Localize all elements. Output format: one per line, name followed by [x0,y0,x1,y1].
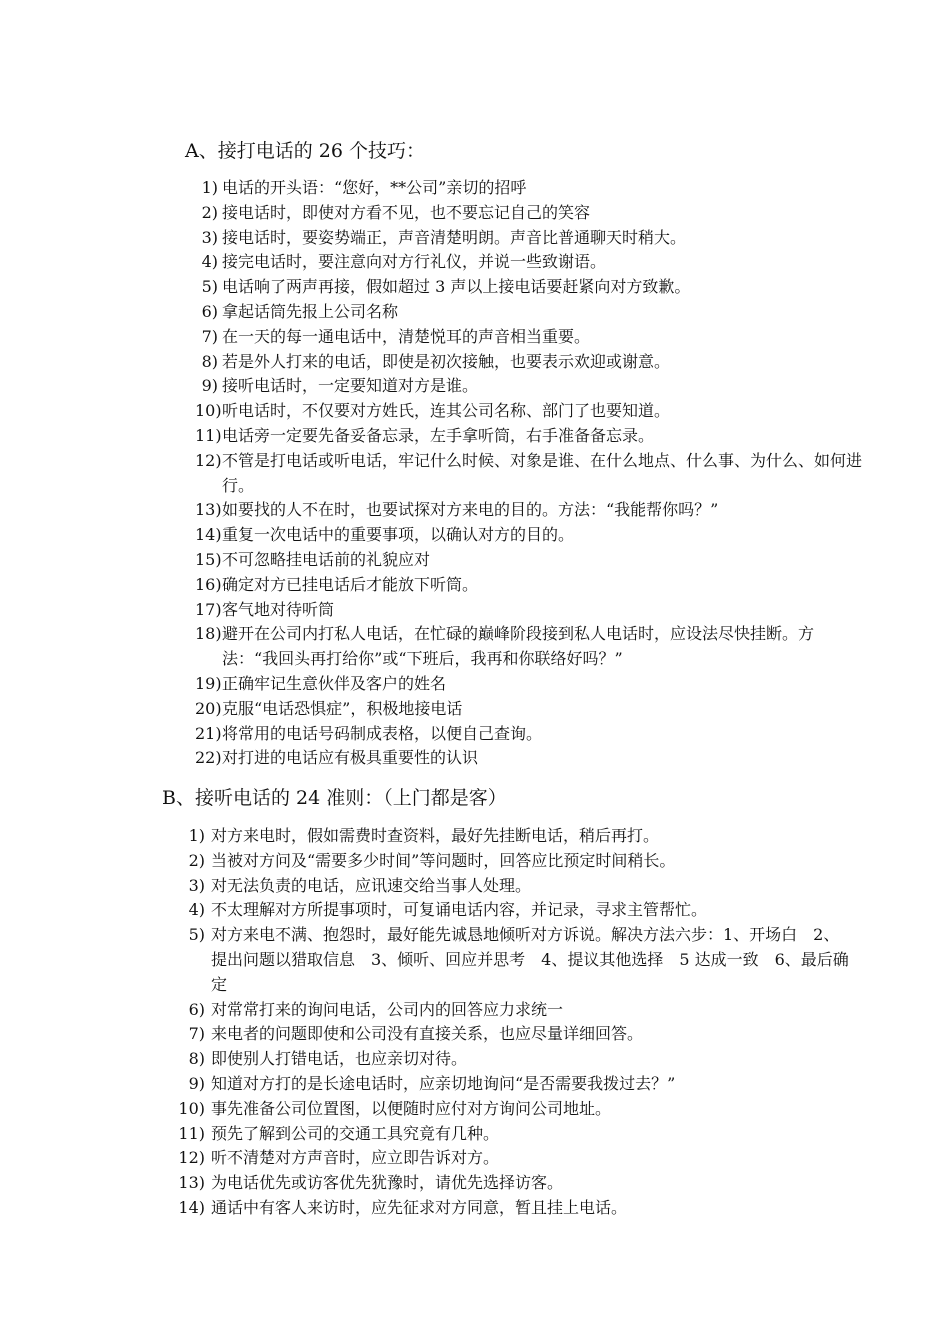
list-item-text: 电话响了两声再接，假如超过 3 声以上接电话要赶紧向对方致歉。 [222,277,691,297]
list-item-text: 不管是打电话或听电话，牢记什么时候、对象是谁、在什么地点、什么事、为什么、如何进行。 [222,450,863,495]
list-item-number: 3) [188,875,205,895]
list-item [175,1196,855,1221]
list-item-text: 接电话时，要姿势端正，声音清楚明朗。声音比普通聊天时稍大。 [222,227,687,247]
list-item [195,275,865,300]
list-item-number: 21) [195,723,222,743]
list-item-number: 10) [195,401,222,421]
section-a-list [195,176,865,771]
list-item [195,523,865,548]
list-item [195,424,865,449]
list-item-text: 对打进的电话应有极具重要性的认识 [222,748,479,768]
list-item-number: 10) [178,1098,205,1118]
list-item-number: 11) [178,1123,205,1143]
list-item-text: 在一天的每一通电话中，清楚悦耳的声音相当重要。 [222,326,591,346]
list-item-text: 对方来电不满、抱怨时，最好能先诚恳地倾听对方诉说。解决方法六步：1、开场白 2、提出问题以猎取信息 3、倾听、回应并思考 4、提议其他选择 5 达成一致 6、最后确定 [211,925,849,994]
list-item-text: 为电话优先或访客优先犹豫时，请优先选择访客。 [211,1173,564,1193]
list-item [195,226,865,251]
list-item [195,598,865,623]
list-item-number: 2) [188,850,205,870]
list-item-text: 听电话时，不仅要对方姓氏，连其公司名称、部门了也要知道。 [222,401,671,421]
list-item [195,672,865,697]
list-item [175,1122,855,1147]
list-item-text: 若是外人打来的电话，即使是初次接触，也要表示欢迎或谢意。 [222,351,671,371]
list-item-text: 知道对方打的是长途电话时，应亲切地询问“是否需要我拨过去？” [211,1073,676,1093]
list-item-number: 13) [178,1173,205,1193]
list-item-text: 来电者的问题即使和公司没有直接关系，也应尽量详细回答。 [211,1024,644,1044]
list-item [195,449,865,499]
list-item-text: 听不清楚对方声音时，应立即告诉对方。 [211,1148,500,1168]
list-item-number: 14) [195,525,222,545]
list-item-text: 对无法负责的电话，应讯速交给当事人处理。 [211,875,532,895]
list-item-text: 将常用的电话号码制成表格，以便自己查询。 [222,723,543,743]
list-item-number: 12) [195,450,222,470]
list-item-number: 15) [195,549,222,569]
list-item-number: 12) [178,1148,205,1168]
section-b-title: B、接听电话的 24 准则：（上门都是客） [162,787,507,809]
list-item-number: 5) [201,277,218,297]
list-item-text: 克服“电话恐惧症”，积极地接电话 [222,698,463,718]
list-item-text: 通话中有客人来访时，应先征求对方同意，暂且挂上电话。 [211,1197,628,1217]
list-item-text: 电话旁一定要先备妥备忘录，左手拿听筒，右手准备备忘录。 [222,425,655,445]
list-item-text: 电话的开头语：“您好，**公司”亲切的招呼 [222,178,527,197]
list-item-number: 19) [195,673,222,693]
list-item-text: 确定对方已挂电话后才能放下听筒。 [222,574,479,594]
list-item-text: 接电话时，即使对方看不见，也不要忘记自己的笑容 [222,202,591,222]
list-item-number: 7) [188,1024,205,1044]
list-item-text: 避开在公司内打私人电话，在忙碌的巅峰阶段接到私人电话时，应设法尽快挂断。方法：“我回头再打给你”或“下班后，我再和你联络好吗？” [222,624,815,669]
list-item-number: 4) [188,900,205,920]
list-item [195,399,865,424]
list-item [195,201,865,226]
list-item [195,176,865,201]
list-item-text: 当被对方问及“需要多少时间”等问题时，回答应比预定时间稍长。 [211,850,676,870]
list-item-text: 预先了解到公司的交通工具究竟有几种。 [211,1123,500,1143]
list-item-number: 7) [201,326,218,346]
list-item-text: 事先准备公司位置图，以便随时应付对方询问公司地址。 [211,1098,612,1118]
list-item [175,923,855,997]
list-item [175,1171,855,1196]
section-b-list [175,824,855,1221]
list-item [175,998,855,1023]
list-item [195,325,865,350]
list-item-number: 1) [201,178,218,197]
list-item-text: 接听电话时，一定要知道对方是谁。 [222,376,479,396]
list-item-number: 8) [201,351,218,371]
list-item [195,350,865,375]
list-item-number: 22) [195,748,222,768]
list-item [175,1072,855,1097]
list-item-number: 9) [201,376,218,396]
list-item-text: 客气地对待听筒 [222,599,335,619]
list-item [195,697,865,722]
list-item-number: 13) [195,500,222,520]
list-item-text: 不可忽略挂电话前的礼貌应对 [222,549,431,569]
list-item-number: 1) [188,826,205,845]
list-item [175,898,855,923]
list-item-number: 6) [201,301,218,321]
list-item [175,849,855,874]
list-item-number: 20) [195,698,222,718]
list-item-number: 5) [188,925,205,945]
list-item-text: 不太理解对方所提事项时，可复诵电话内容，并记录，寻求主管帮忙。 [211,900,708,920]
list-item-text: 接完电话时，要注意向对方行礼仪，并说一些致谢语。 [222,252,607,272]
list-item [175,1097,855,1122]
list-item-text: 即使别人打错电话，也应亲切对待。 [211,1049,468,1069]
list-item [195,250,865,275]
list-item [195,622,865,672]
list-item [195,300,865,325]
list-item-text: 如要找的人不在时，也要试探对方来电的目的。方法：“我能帮你吗？” [222,500,719,520]
list-item-number: 16) [195,574,222,594]
list-item-number: 9) [188,1073,205,1093]
list-item-text: 拿起话筒先报上公司名称 [222,301,399,321]
list-item [195,722,865,747]
list-item [195,746,865,771]
list-item-number: 14) [178,1197,205,1217]
section-a-title: A、接打电话的 26 个技巧： [185,140,425,162]
list-item [175,824,855,849]
list-item [195,548,865,573]
list-item-number: 8) [188,1049,205,1069]
list-item-text: 正确牢记生意伙伴及客户的姓名 [222,673,447,693]
list-item-text: 对常常打来的询问电话，公司内的回答应力求统一 [211,999,564,1019]
list-item-text: 对方来电时，假如需费时查资料，最好先挂断电话，稍后再打。 [211,826,660,845]
list-item [195,573,865,598]
list-item-number: 6) [188,999,205,1019]
list-item-number: 18) [195,624,222,644]
list-item-number: 2) [201,202,218,222]
list-item-number: 17) [195,599,222,619]
list-item-text: 重复一次电话中的重要事项，以确认对方的目的。 [222,525,575,545]
list-item-number: 11) [195,425,222,445]
list-item [195,374,865,399]
list-item [175,1146,855,1171]
list-item [175,874,855,899]
list-item-number: 4) [201,252,218,272]
list-item-number: 3) [201,227,218,247]
list-item [175,1047,855,1072]
list-item [175,1022,855,1047]
list-item [195,498,865,523]
